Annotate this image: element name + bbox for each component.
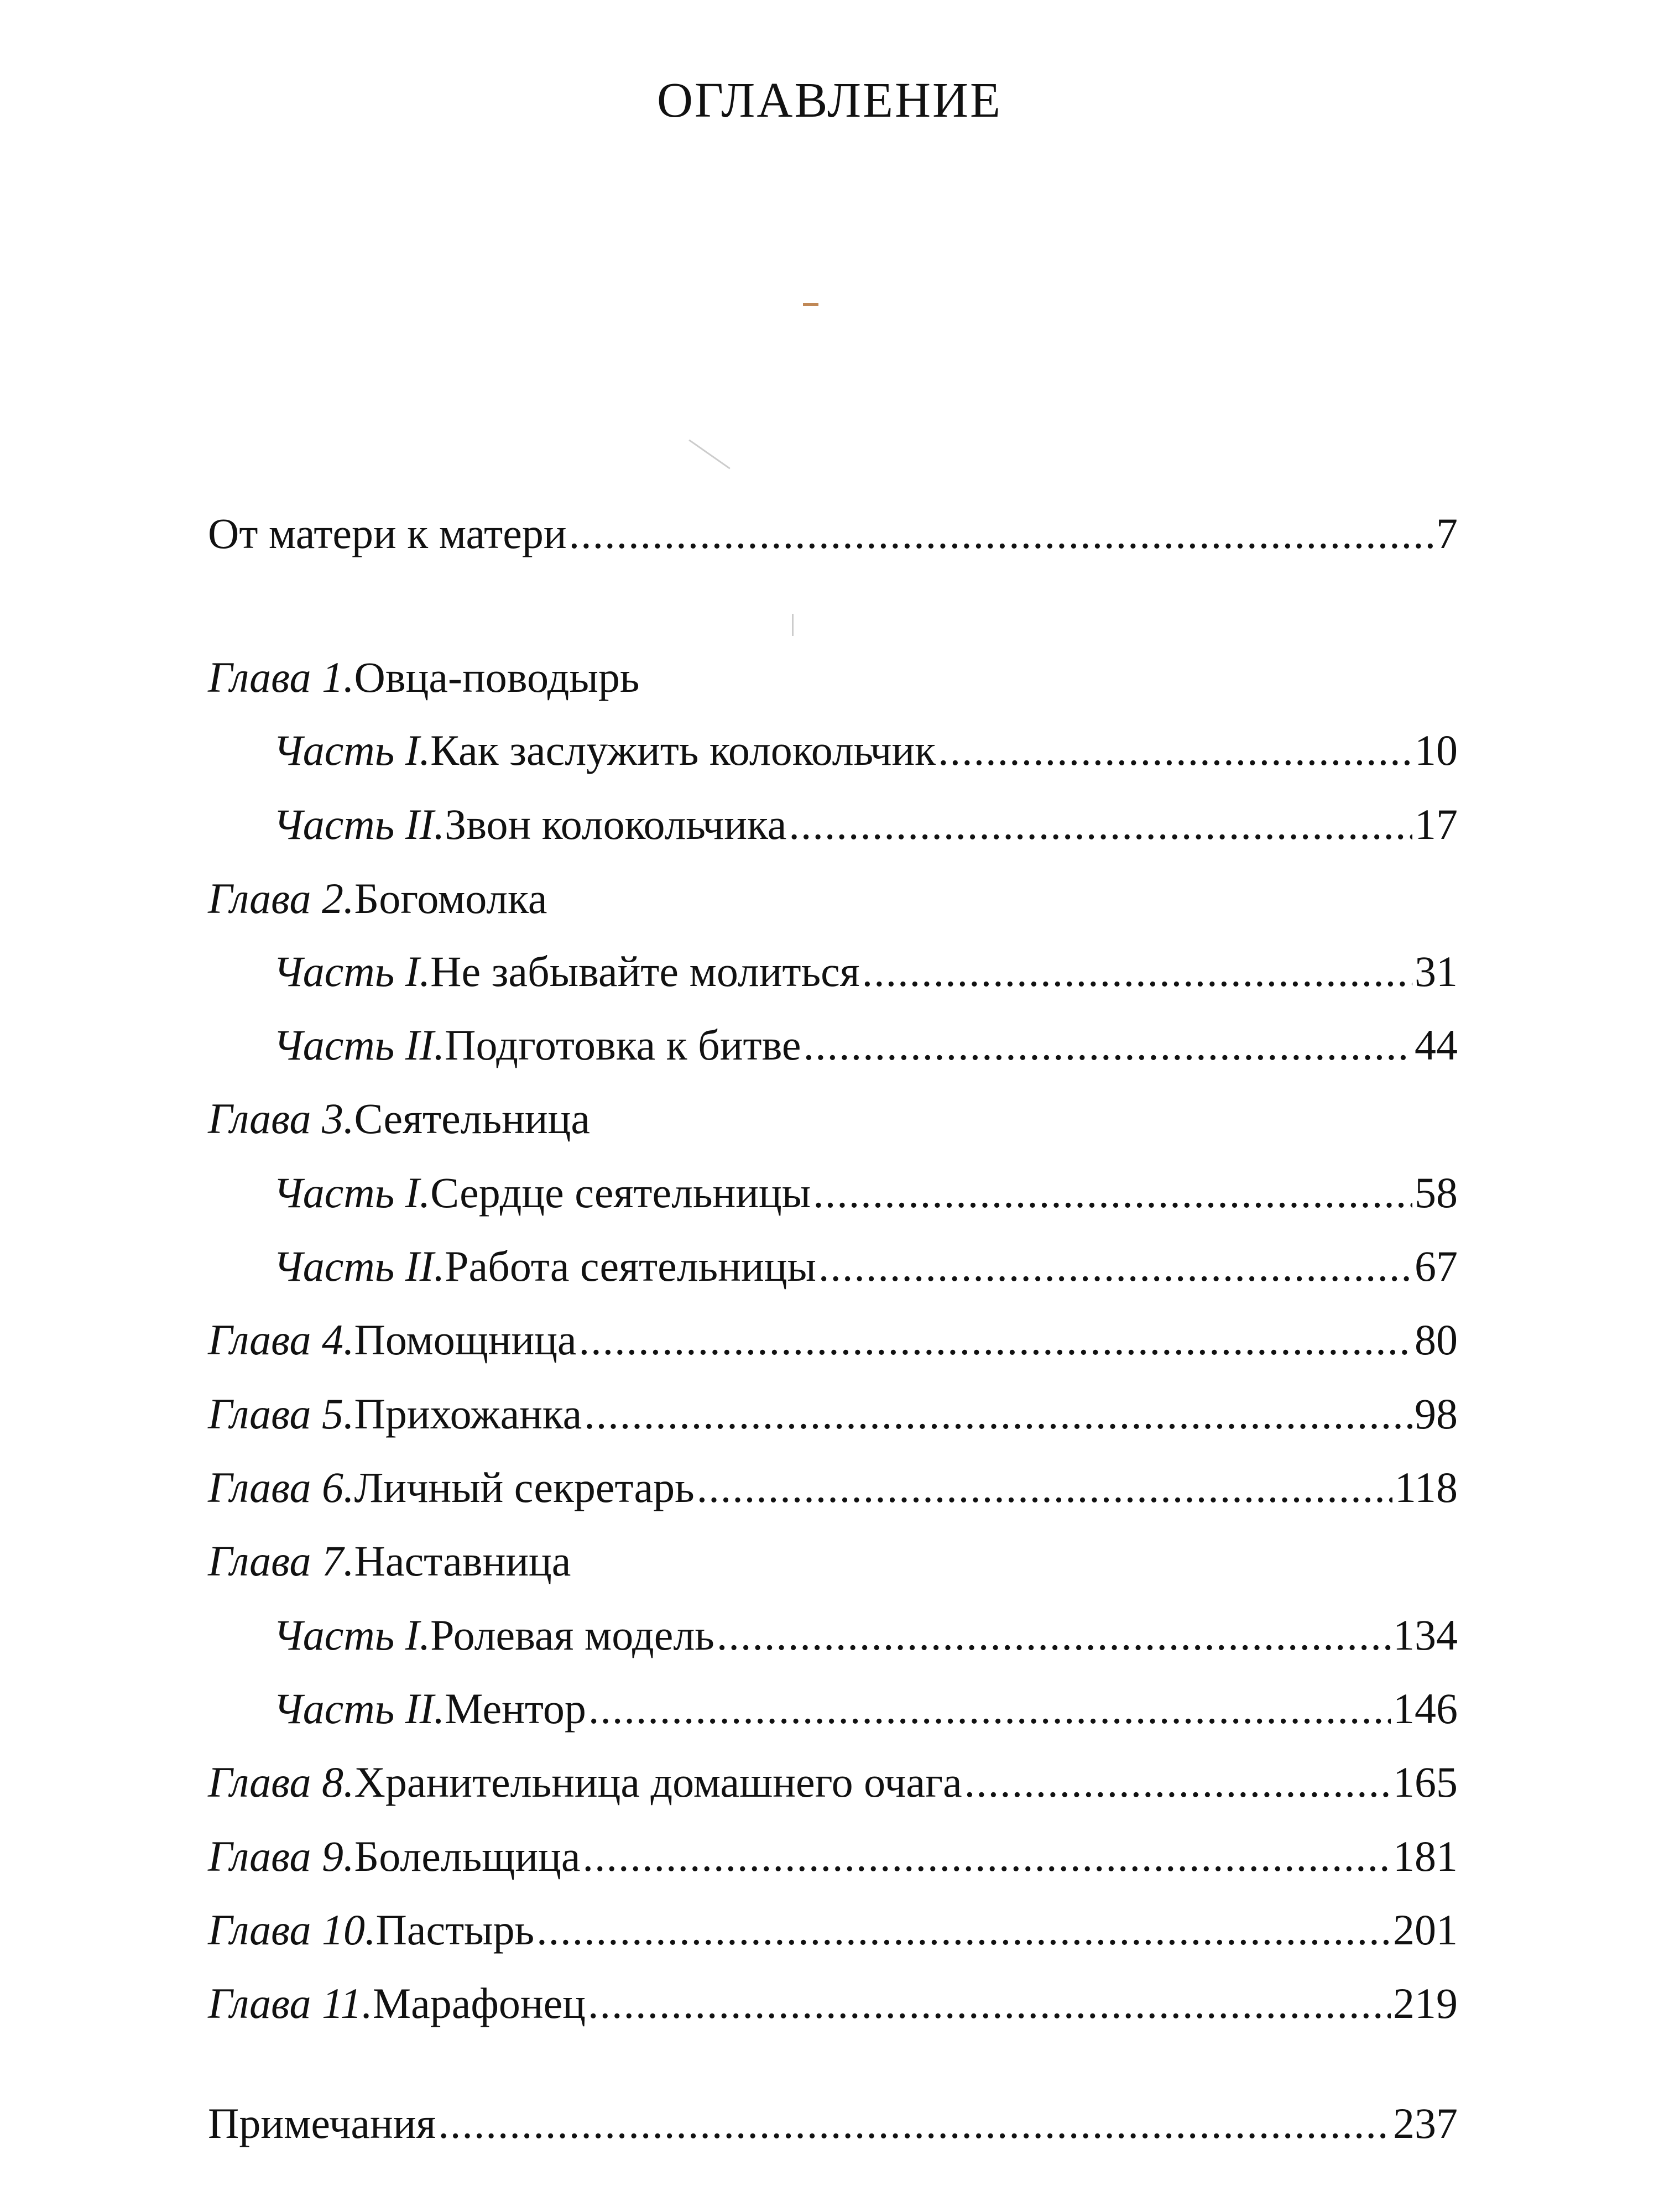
dot-leader xyxy=(588,1979,1391,2028)
entry-label: Глава 4. xyxy=(208,1316,354,1364)
entry-title: Подготовка к битве xyxy=(445,1021,801,1069)
page-number: 7 xyxy=(1436,509,1458,557)
page-number: 44 xyxy=(1415,1021,1458,1069)
page-number: 17 xyxy=(1415,800,1458,848)
entry-title: Богомолка xyxy=(354,874,547,922)
dot-leader xyxy=(964,1757,1391,1807)
entry-label: Глава 1. xyxy=(208,653,354,701)
toc-entry-chapter-2-part-1 xyxy=(273,947,1458,997)
toc-entry-chapter-6 xyxy=(208,1463,1458,1512)
entry-label: Часть II. xyxy=(273,1242,445,1290)
toc-entry-chapter-7 xyxy=(208,1536,1458,1586)
entry-title: От матери к матери xyxy=(208,509,567,557)
dot-leader xyxy=(579,1315,1412,1365)
entry-title: Сеятельница xyxy=(354,1094,591,1142)
entry-label: Часть II. xyxy=(273,1684,445,1733)
entry-title: Овца-поводырь xyxy=(354,653,640,701)
page-number: 67 xyxy=(1415,1242,1458,1290)
page-number: 10 xyxy=(1415,726,1458,774)
dot-leader xyxy=(588,1684,1391,1734)
toc-entry-chapter-2-part-2 xyxy=(273,1020,1458,1070)
entry-label: Часть I. xyxy=(273,947,431,995)
entry-label: Глава 5. xyxy=(208,1390,354,1438)
entry-label: Часть I. xyxy=(273,1168,431,1217)
dot-leader xyxy=(938,726,1412,775)
entry-label: Часть II. xyxy=(273,1021,445,1069)
toc-entry-chapter-5 xyxy=(208,1389,1458,1439)
dot-leader xyxy=(862,947,1412,997)
page-number: 237 xyxy=(1393,2099,1458,2147)
entry-title: Марафонец xyxy=(372,1979,586,2027)
toc-entry-chapter-3-part-2 xyxy=(273,1241,1458,1291)
page-number: 134 xyxy=(1393,1611,1458,1659)
entry-title: Личный секретарь xyxy=(354,1463,695,1511)
entry-title: Прихожанка xyxy=(354,1390,582,1438)
entry-title: Наставница xyxy=(354,1537,571,1585)
entry-title: Работа сеятельницы xyxy=(445,1242,816,1290)
entry-label: Часть II. xyxy=(273,800,445,848)
toc-entry-notes xyxy=(208,2099,1458,2148)
dot-leader xyxy=(813,1168,1412,1218)
scan-scratch xyxy=(792,614,794,636)
entry-label: Глава 11. xyxy=(208,1979,373,2027)
page-number: 181 xyxy=(1393,1832,1458,1880)
page-number: 31 xyxy=(1415,947,1458,995)
entry-label: Глава 7. xyxy=(208,1537,354,1585)
dot-leader xyxy=(438,2099,1391,2148)
page-number: 58 xyxy=(1415,1168,1458,1217)
toc-entry-chapter-2 xyxy=(208,874,1458,924)
dot-leader xyxy=(582,1832,1391,1881)
dot-leader xyxy=(804,1020,1412,1070)
page-number: 165 xyxy=(1393,1758,1458,1806)
entry-label: Глава 10. xyxy=(208,1906,376,1954)
entry-title: Сердце сеятельницы xyxy=(430,1168,811,1217)
toc-entry-chapter-4 xyxy=(208,1315,1458,1365)
entry-title: Пастырь xyxy=(375,1906,535,1954)
entry-title: Как заслужить колокольчик xyxy=(430,726,936,774)
entry-label: Глава 8. xyxy=(208,1758,354,1806)
page-number: 118 xyxy=(1394,1463,1458,1511)
toc-entry-preface xyxy=(208,509,1458,559)
toc-entry-chapter-10 xyxy=(208,1905,1458,1955)
entry-label: Глава 6. xyxy=(208,1463,354,1511)
page-number: 80 xyxy=(1415,1316,1458,1364)
scan-scratch xyxy=(688,439,730,469)
entry-label: Глава 9. xyxy=(208,1832,354,1880)
page-number: 201 xyxy=(1393,1906,1458,1954)
entry-title: Помощница xyxy=(354,1316,577,1364)
toc-entry-chapter-8 xyxy=(208,1757,1458,1807)
page-number: 146 xyxy=(1393,1684,1458,1733)
entry-label: Глава 3. xyxy=(208,1094,354,1142)
page-number: 98 xyxy=(1415,1390,1458,1438)
toc-entry-chapter-9 xyxy=(208,1832,1458,1881)
page-number: 219 xyxy=(1393,1979,1458,2027)
entry-title: Хранительница домашнего очага xyxy=(354,1758,962,1806)
dot-leader xyxy=(536,1905,1391,1955)
scan-speck xyxy=(803,303,818,306)
toc-entry-chapter-7-part-2 xyxy=(273,1684,1458,1734)
entry-title: Болельщица xyxy=(354,1832,581,1880)
entry-title: Не забывайте молиться xyxy=(430,947,860,995)
entry-title: Ролевая модель xyxy=(430,1611,714,1659)
dot-leader xyxy=(569,509,1434,559)
toc-entry-chapter-3 xyxy=(208,1094,1458,1144)
toc-entry-chapter-11 xyxy=(208,1979,1458,2028)
toc-entry-chapter-7-part-1 xyxy=(273,1610,1458,1660)
dot-leader xyxy=(717,1610,1391,1660)
dot-leader xyxy=(789,800,1412,849)
entry-title: Примечания xyxy=(208,2099,436,2147)
toc-entry-chapter-1-part-1 xyxy=(273,726,1458,775)
entry-title: Звон колокольчика xyxy=(445,800,787,848)
entry-title: Ментор xyxy=(445,1684,586,1733)
page-title: ОГЛАВЛЕНИЕ xyxy=(657,73,1002,128)
entry-label: Часть I. xyxy=(273,726,431,774)
toc-entry-chapter-1 xyxy=(208,653,1458,702)
toc-entry-chapter-1-part-2 xyxy=(273,800,1458,849)
dot-leader xyxy=(697,1463,1392,1512)
toc-entry-chapter-3-part-1 xyxy=(273,1168,1458,1218)
dot-leader xyxy=(818,1241,1412,1291)
entry-label: Глава 2. xyxy=(208,874,354,922)
entry-label: Часть I. xyxy=(273,1611,431,1659)
dot-leader xyxy=(584,1389,1412,1439)
